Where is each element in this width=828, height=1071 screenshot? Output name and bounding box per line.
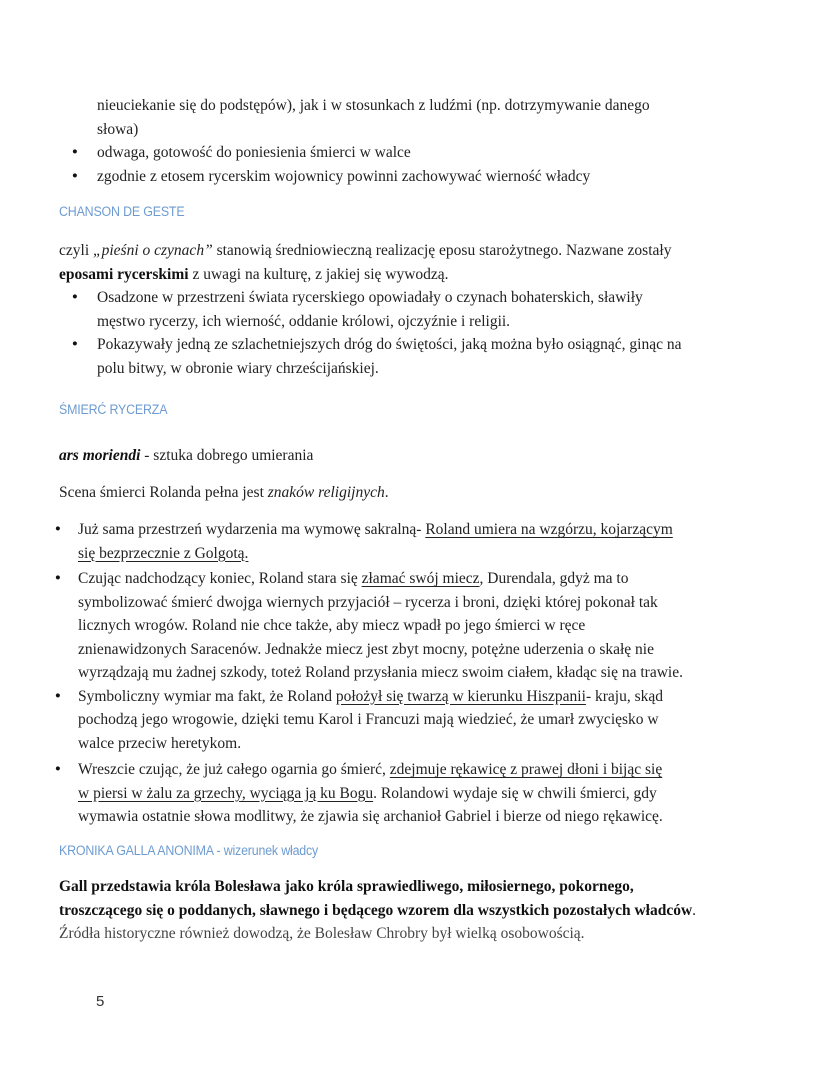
list-line [78, 685, 818, 709]
continued-line: słowa) [97, 120, 139, 138]
list-text: Już sama przestrzeń wydarzenia ma wymowę sakralną- [78, 521, 426, 538]
section-heading-chanson: CHANSON DE GESTE [59, 204, 185, 219]
list-line [78, 542, 818, 566]
scene-text: Scena śmierci Rolanda pełna jest [59, 484, 268, 501]
underlined-text: położył się twarzą w kierunku Hiszpanii [335, 687, 586, 705]
list-text: - kraju, skąd [585, 687, 663, 705]
list-item [78, 685, 818, 756]
scene-italic: znaków religijnych [267, 484, 385, 501]
list-line: pochodzą jego wrogowie, dzięki temu Karol i Francuzi mają wiedzieć, że umarł zwycięsko w [78, 711, 659, 728]
ars-term: ars moriendi [59, 447, 141, 464]
chanson-bullets [97, 286, 817, 380]
list-line: walce przeciw heretykom. [78, 734, 242, 752]
list-text: , Durendala, gdyż ma to [479, 570, 629, 587]
underlined-text: złamać swój miecz [361, 570, 480, 587]
list-line: ● Pokazywały jedną ze szlachetniejszych dróg do świętości, jaką można było osiągnąć, ginąc na [97, 336, 682, 353]
list-item: ● odwaga, gotowość do poniesienia śmierci w walce [97, 141, 797, 165]
chanson-list [97, 286, 817, 380]
plain-line: Źródła historyczne również dowodzą, że Bolesław Chrobry był wielką osobowością. [59, 925, 585, 942]
list-line [78, 518, 818, 542]
list-line [78, 567, 818, 591]
list-line: męstwo rycerzy, ich wierność, oddanie królowi, ojczyźnie i religii. [97, 312, 511, 330]
virtue-list [97, 141, 797, 188]
list-line: polu bitwy, w obronie wiary chrześcijańskiej. [97, 359, 379, 377]
list-line [78, 782, 818, 806]
list-line: wymawia ostatnie słowa modlitwy, że zjawia się archanioł Gabriel i bierze od niego rękawicę. [78, 808, 663, 825]
list-item [97, 333, 817, 380]
underlined-text: się bezprzecznie z Golgotą. [78, 544, 249, 562]
intro-text: czyli [59, 242, 93, 259]
list-item [78, 758, 818, 829]
scene-line [59, 481, 799, 505]
list-line: ● Osadzone w przestrzeni świata rycerskiego opowiadały o czynach bohaterskich, sławiły [97, 289, 643, 306]
heading-text: KRONIKA GALLA ANONIMA [59, 843, 214, 858]
continued-line: nieuciekanie się do podstępów), jak i w stosunkach z ludźmi (np. dotrzymywanie danego [97, 97, 650, 114]
list-line: symbolizować śmierć dwojga wiernych przyjaciół – rycerza i broni, dzięki której pokonał tak [78, 593, 658, 611]
list-item [78, 518, 818, 565]
top-continuation [97, 94, 797, 188]
list-line: licznych wrogów. Roland nie chce także, aby miecz wpadł po jego śmierci w ręce [78, 617, 586, 634]
intro-bold: eposami rycerskimi [59, 265, 189, 283]
intro-text: stanowią średniowieczną realizację eposu starożytnego. Nazwane zostały [212, 242, 672, 259]
underlined-text: zdejmuje rękawicę z prawej dłoni i bijąc się [389, 761, 663, 778]
intro-line [59, 263, 799, 287]
list-text: Czując nadchodzący koniec, Roland stara się [78, 570, 362, 587]
heading-subtitle: - wizerunek władcy [213, 843, 319, 858]
intro-text: z uwagi na kulturę, z jakiej się wywodzą. [188, 265, 449, 283]
ars-definition: - sztuka dobrego umierania [140, 447, 314, 464]
list-line: wyrządzają mu żadnej szkody, toteż Roland przysłania miecz swoim ciałem, kładąc się na trawie. [78, 664, 683, 681]
bold-text: troszczącego się o poddanych, sławnego i będącego wzorem dla wszystkich pozostałych władców [59, 901, 693, 919]
underlined-text: Roland umiera na wzgórzu, kojarzącym [425, 521, 673, 538]
section-heading-kronika [59, 843, 318, 858]
intro-italic: „pieśni o czynach” [93, 242, 213, 259]
list-text: Symboliczny wymiar ma fakt, że Roland [78, 687, 336, 705]
list-item [97, 286, 817, 333]
list-line [78, 758, 818, 782]
list-line: znienawidzonych Saracenów. Jednakże miecz jest zbyt mocny, potężne uderzenia o skałę nie [78, 640, 654, 658]
underlined-text: w piersi w żalu za grzechy, wyciąga ją ku Bogu [78, 784, 374, 802]
death-list [78, 518, 818, 829]
list-text: Wreszcie czując, że już całego ogarnia go śmierć, [78, 761, 390, 778]
section-heading-death: ŚMIERĆ RYCERZA [59, 402, 168, 417]
list-item: ● zgodnie z etosem rycerskim wojownicy powinni zachowywać wierność władcy [97, 165, 797, 189]
kronika-paragraph [59, 875, 819, 946]
list-text: . Rolandowi wydaje się w chwili śmierci, gdy [373, 784, 657, 802]
page-number: 5 [96, 993, 105, 1010]
list-item [78, 567, 818, 685]
scene-text: . [384, 484, 389, 501]
death-bullets [78, 518, 818, 829]
bold-line: Gall przedstawia króla Bolesława jako króla sprawiedliwego, miłosiernego, pokornego, [59, 878, 634, 895]
line-end: . [692, 901, 697, 919]
bold-line [59, 899, 819, 923]
intro-line [59, 239, 799, 263]
ars-moriendi-line [59, 444, 799, 468]
chanson-intro [59, 239, 799, 286]
